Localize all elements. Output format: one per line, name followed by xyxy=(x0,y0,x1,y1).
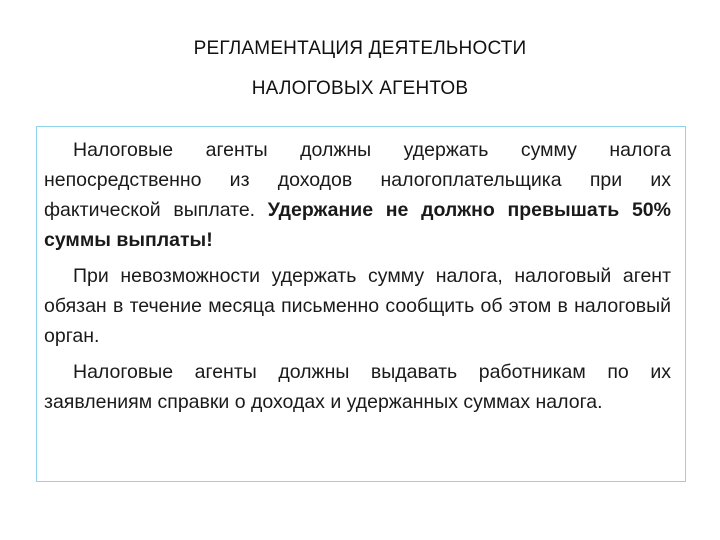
content-box xyxy=(36,126,686,482)
page-title-line-2: НАЛОГОВЫХ АГЕНТОВ xyxy=(251,78,469,99)
withholding-limit-emphasis: Удержание не должно превышать 50% суммы выплаты! xyxy=(44,199,671,251)
paragraph-certificates: Налоговые агенты должны выдавать работникам по их заявлениям справки о доходах и удержанных суммах налога. xyxy=(44,361,671,413)
paragraph-impossibility: При невозможности удержать сумму налога, налоговый агент обязан в течение месяца письменно сообщить об этом в налоговый орган. xyxy=(44,265,671,347)
paragraph-withholding-text: Налоговые агенты должны удержать сумму налога непосредственно из доходов налогоплательщика при их фактической выплате. xyxy=(44,139,671,221)
page-title-line-1: РЕГЛАМЕНТАЦИЯ ДЕЯТЕЛЬНОСТИ xyxy=(193,38,527,59)
paragraph-withholding xyxy=(44,135,671,255)
